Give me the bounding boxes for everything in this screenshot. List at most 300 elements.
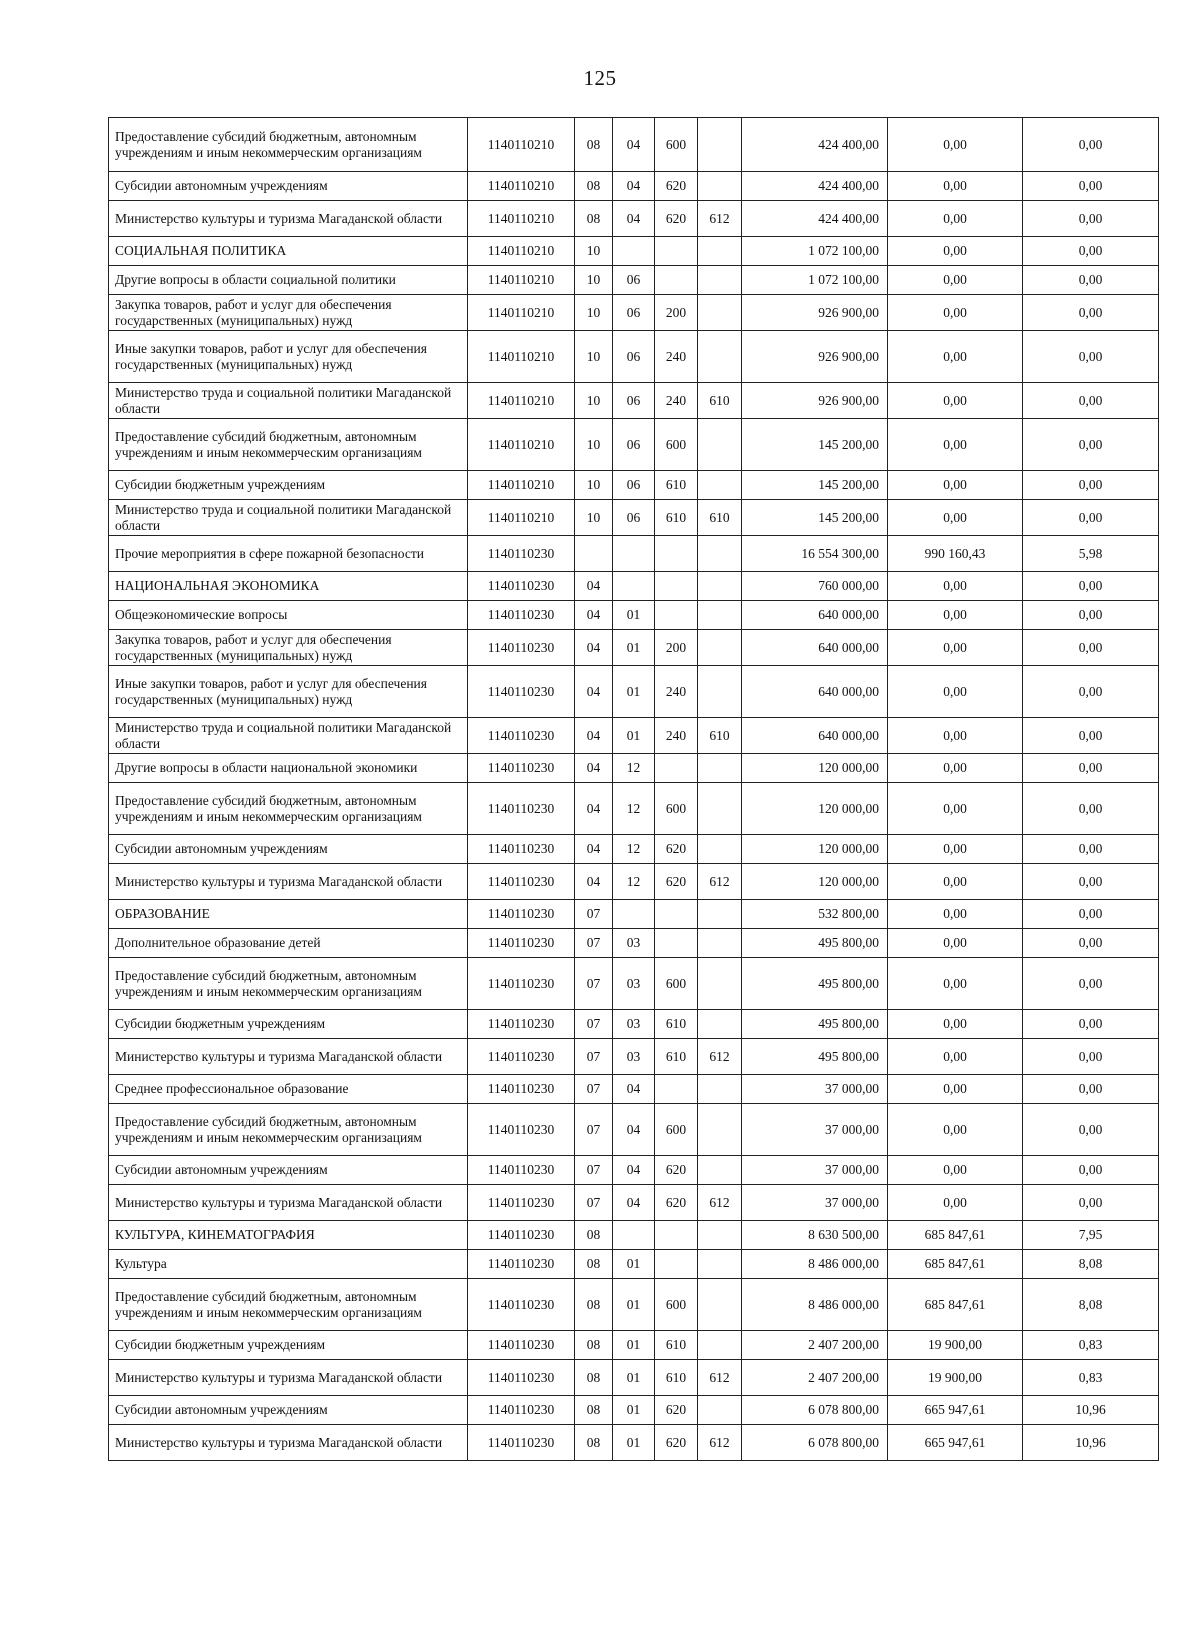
cell-fact: 0,00	[888, 1010, 1023, 1039]
cell-rz: 04	[575, 864, 613, 900]
cell-pct: 0,00	[1023, 601, 1159, 630]
cell-rz: 07	[575, 1156, 613, 1185]
table-row	[109, 1185, 1159, 1221]
table-row	[109, 172, 1159, 201]
cell-vr	[655, 1075, 698, 1104]
cell-pct: 0,00	[1023, 666, 1159, 718]
cell-fact: 0,00	[888, 601, 1023, 630]
table-body	[109, 118, 1159, 1461]
cell-pct: 0,83	[1023, 1331, 1159, 1360]
cell-plan: 120 000,00	[742, 754, 888, 783]
cell-plan: 1 072 100,00	[742, 266, 888, 295]
cell-grbs	[698, 172, 742, 201]
cell-pr	[613, 536, 655, 572]
cell-pct: 0,00	[1023, 331, 1159, 383]
table-row	[109, 1039, 1159, 1075]
cell-csr: 1140110230	[468, 900, 575, 929]
cell-grbs	[698, 835, 742, 864]
cell-vr: 200	[655, 630, 698, 666]
cell-plan: 495 800,00	[742, 1039, 888, 1075]
cell-pr: 06	[613, 331, 655, 383]
cell-rz: 07	[575, 929, 613, 958]
cell-grbs	[698, 958, 742, 1010]
cell-vr: 600	[655, 958, 698, 1010]
cell-csr: 1140110230	[468, 718, 575, 754]
cell-pr	[613, 900, 655, 929]
cell-csr: 1140110230	[468, 1396, 575, 1425]
cell-vr: 610	[655, 471, 698, 500]
cell-pct: 5,98	[1023, 536, 1159, 572]
cell-grbs	[698, 237, 742, 266]
cell-rz: 04	[575, 601, 613, 630]
table-row	[109, 201, 1159, 237]
cell-name: Министерство труда и социальной политики Магаданской области	[109, 718, 468, 754]
cell-rz: 07	[575, 1039, 613, 1075]
cell-vr: 240	[655, 383, 698, 419]
cell-rz: 10	[575, 471, 613, 500]
cell-grbs	[698, 601, 742, 630]
cell-plan: 424 400,00	[742, 201, 888, 237]
table-row	[109, 331, 1159, 383]
cell-csr: 1140110230	[468, 1425, 575, 1461]
table-row	[109, 864, 1159, 900]
cell-name: Закупка товаров, работ и услуг для обеспечения государственных (муниципальных) нужд	[109, 630, 468, 666]
cell-fact: 0,00	[888, 237, 1023, 266]
cell-pct: 0,00	[1023, 295, 1159, 331]
cell-pr: 04	[613, 1075, 655, 1104]
cell-rz: 07	[575, 958, 613, 1010]
cell-name: Иные закупки товаров, работ и услуг для обеспечения государственных (муниципальных) нужд	[109, 666, 468, 718]
cell-plan: 120 000,00	[742, 783, 888, 835]
table-row	[109, 900, 1159, 929]
cell-vr	[655, 237, 698, 266]
cell-fact: 0,00	[888, 666, 1023, 718]
cell-name: Предоставление субсидий бюджетным, автономным учреждениям и иным некоммерческим организациям	[109, 1104, 468, 1156]
cell-csr: 1140110230	[468, 630, 575, 666]
table-row	[109, 237, 1159, 266]
cell-grbs	[698, 331, 742, 383]
cell-vr: 600	[655, 1279, 698, 1331]
cell-name: Субсидии автономным учреждениям	[109, 172, 468, 201]
cell-fact: 0,00	[888, 172, 1023, 201]
cell-grbs	[698, 1156, 742, 1185]
cell-pr: 12	[613, 754, 655, 783]
cell-grbs	[698, 929, 742, 958]
cell-rz: 07	[575, 1104, 613, 1156]
cell-name: Иные закупки товаров, работ и услуг для обеспечения государственных (муниципальных) нужд	[109, 331, 468, 383]
cell-csr: 1140110230	[468, 929, 575, 958]
cell-vr: 600	[655, 1104, 698, 1156]
cell-pct: 7,95	[1023, 1221, 1159, 1250]
cell-grbs	[698, 1221, 742, 1250]
cell-name: Прочие мероприятия в сфере пожарной безопасности	[109, 536, 468, 572]
cell-rz: 08	[575, 1425, 613, 1461]
cell-grbs	[698, 295, 742, 331]
cell-pct: 0,00	[1023, 383, 1159, 419]
cell-rz: 08	[575, 118, 613, 172]
cell-name: Министерство культуры и туризма Магаданской области	[109, 1039, 468, 1075]
cell-pr	[613, 237, 655, 266]
cell-vr	[655, 754, 698, 783]
cell-csr: 1140110230	[468, 1010, 575, 1039]
cell-vr: 240	[655, 718, 698, 754]
cell-vr: 620	[655, 1156, 698, 1185]
cell-pct: 0,00	[1023, 1010, 1159, 1039]
cell-grbs: 610	[698, 500, 742, 536]
cell-name: Среднее профессиональное образование	[109, 1075, 468, 1104]
cell-vr	[655, 1221, 698, 1250]
cell-pct: 0,00	[1023, 201, 1159, 237]
cell-pr: 06	[613, 419, 655, 471]
cell-pr: 04	[613, 1185, 655, 1221]
cell-rz	[575, 536, 613, 572]
cell-vr: 620	[655, 1425, 698, 1461]
cell-vr	[655, 900, 698, 929]
cell-fact: 990 160,43	[888, 536, 1023, 572]
cell-rz: 10	[575, 383, 613, 419]
cell-grbs: 612	[698, 1185, 742, 1221]
cell-name: Министерство культуры и туризма Магаданской области	[109, 864, 468, 900]
table-row	[109, 630, 1159, 666]
cell-plan: 926 900,00	[742, 331, 888, 383]
cell-vr: 620	[655, 1396, 698, 1425]
cell-pct: 0,00	[1023, 237, 1159, 266]
cell-name: Министерство труда и социальной политики Магаданской области	[109, 383, 468, 419]
cell-pr	[613, 572, 655, 601]
cell-fact: 0,00	[888, 471, 1023, 500]
table-row	[109, 958, 1159, 1010]
cell-pr: 03	[613, 958, 655, 1010]
cell-name: Министерство труда и социальной политики Магаданской области	[109, 500, 468, 536]
cell-grbs	[698, 630, 742, 666]
cell-name: НАЦИОНАЛЬНАЯ ЭКОНОМИКА	[109, 572, 468, 601]
cell-vr: 610	[655, 1331, 698, 1360]
cell-pr: 01	[613, 601, 655, 630]
cell-csr: 1140110210	[468, 172, 575, 201]
table-row	[109, 718, 1159, 754]
cell-fact: 19 900,00	[888, 1360, 1023, 1396]
cell-grbs	[698, 900, 742, 929]
cell-csr: 1140110210	[468, 118, 575, 172]
cell-plan: 760 000,00	[742, 572, 888, 601]
cell-rz: 04	[575, 754, 613, 783]
cell-rz: 04	[575, 835, 613, 864]
cell-csr: 1140110210	[468, 295, 575, 331]
cell-rz: 08	[575, 1331, 613, 1360]
cell-name: Министерство культуры и туризма Магаданской области	[109, 201, 468, 237]
cell-rz: 04	[575, 666, 613, 718]
cell-csr: 1140110230	[468, 1156, 575, 1185]
cell-pr: 12	[613, 783, 655, 835]
cell-grbs	[698, 1104, 742, 1156]
cell-grbs	[698, 471, 742, 500]
cell-plan: 16 554 300,00	[742, 536, 888, 572]
cell-pr: 04	[613, 172, 655, 201]
table-row	[109, 1396, 1159, 1425]
cell-plan: 8 486 000,00	[742, 1279, 888, 1331]
cell-fact: 0,00	[888, 1104, 1023, 1156]
cell-pct: 8,08	[1023, 1250, 1159, 1279]
table-row	[109, 1279, 1159, 1331]
cell-name: Предоставление субсидий бюджетным, автономным учреждениям и иным некоммерческим организациям	[109, 1279, 468, 1331]
cell-name: Предоставление субсидий бюджетным, автономным учреждениям и иным некоммерческим организациям	[109, 783, 468, 835]
cell-plan: 120 000,00	[742, 835, 888, 864]
table-row	[109, 601, 1159, 630]
cell-plan: 495 800,00	[742, 1010, 888, 1039]
cell-name: Субсидии бюджетным учреждениям	[109, 1010, 468, 1039]
cell-grbs: 612	[698, 1039, 742, 1075]
cell-pct: 10,96	[1023, 1396, 1159, 1425]
cell-fact: 0,00	[888, 1156, 1023, 1185]
cell-plan: 640 000,00	[742, 666, 888, 718]
cell-fact: 0,00	[888, 201, 1023, 237]
cell-vr: 610	[655, 500, 698, 536]
cell-csr: 1140110230	[468, 572, 575, 601]
table-row	[109, 835, 1159, 864]
cell-name: Закупка товаров, работ и услуг для обеспечения государственных (муниципальных) нужд	[109, 295, 468, 331]
cell-rz: 04	[575, 630, 613, 666]
cell-plan: 120 000,00	[742, 864, 888, 900]
cell-name: Субсидии бюджетным учреждениям	[109, 471, 468, 500]
cell-fact: 0,00	[888, 419, 1023, 471]
cell-fact: 0,00	[888, 718, 1023, 754]
cell-name: Предоставление субсидий бюджетным, автономным учреждениям и иным некоммерческим организациям	[109, 118, 468, 172]
cell-vr	[655, 266, 698, 295]
cell-pct: 8,08	[1023, 1279, 1159, 1331]
cell-plan: 37 000,00	[742, 1104, 888, 1156]
cell-grbs	[698, 754, 742, 783]
cell-plan: 8 486 000,00	[742, 1250, 888, 1279]
cell-vr: 600	[655, 419, 698, 471]
cell-vr	[655, 929, 698, 958]
cell-grbs	[698, 1331, 742, 1360]
cell-pr: 04	[613, 118, 655, 172]
cell-plan: 145 200,00	[742, 500, 888, 536]
table-row	[109, 754, 1159, 783]
cell-name: Культура	[109, 1250, 468, 1279]
cell-plan: 2 407 200,00	[742, 1331, 888, 1360]
cell-pr: 06	[613, 295, 655, 331]
cell-name: Субсидии бюджетным учреждениям	[109, 1331, 468, 1360]
cell-plan: 926 900,00	[742, 295, 888, 331]
cell-name: Министерство культуры и туризма Магаданской области	[109, 1185, 468, 1221]
cell-grbs: 610	[698, 383, 742, 419]
cell-csr: 1140110210	[468, 500, 575, 536]
table-row	[109, 536, 1159, 572]
cell-name: Субсидии автономным учреждениям	[109, 835, 468, 864]
cell-plan: 2 407 200,00	[742, 1360, 888, 1396]
cell-plan: 6 078 800,00	[742, 1396, 888, 1425]
cell-rz: 04	[575, 718, 613, 754]
cell-name: ОБРАЗОВАНИЕ	[109, 900, 468, 929]
cell-fact: 0,00	[888, 500, 1023, 536]
cell-fact: 0,00	[888, 958, 1023, 1010]
cell-pct: 0,00	[1023, 1185, 1159, 1221]
cell-fact: 0,00	[888, 118, 1023, 172]
cell-rz: 10	[575, 237, 613, 266]
cell-pr: 04	[613, 1156, 655, 1185]
cell-fact: 0,00	[888, 783, 1023, 835]
cell-grbs	[698, 1396, 742, 1425]
cell-plan: 6 078 800,00	[742, 1425, 888, 1461]
cell-csr: 1140110210	[468, 383, 575, 419]
cell-plan: 37 000,00	[742, 1075, 888, 1104]
cell-grbs	[698, 419, 742, 471]
cell-vr	[655, 572, 698, 601]
cell-grbs	[698, 1075, 742, 1104]
table-row	[109, 1331, 1159, 1360]
cell-pct: 0,00	[1023, 1075, 1159, 1104]
cell-fact: 0,00	[888, 929, 1023, 958]
cell-pr: 06	[613, 383, 655, 419]
cell-vr: 610	[655, 1360, 698, 1396]
cell-grbs: 612	[698, 1425, 742, 1461]
cell-pct: 0,00	[1023, 266, 1159, 295]
cell-grbs	[698, 1010, 742, 1039]
cell-csr: 1140110230	[468, 958, 575, 1010]
cell-pr: 01	[613, 1279, 655, 1331]
cell-plan: 37 000,00	[742, 1185, 888, 1221]
cell-plan: 145 200,00	[742, 471, 888, 500]
table-row	[109, 1075, 1159, 1104]
cell-pct: 0,00	[1023, 958, 1159, 1010]
cell-fact: 685 847,61	[888, 1250, 1023, 1279]
cell-name: Дополнительное образование детей	[109, 929, 468, 958]
cell-pr: 01	[613, 718, 655, 754]
cell-vr: 620	[655, 201, 698, 237]
cell-csr: 1140110230	[468, 1104, 575, 1156]
cell-csr: 1140110230	[468, 783, 575, 835]
cell-pct: 0,00	[1023, 572, 1159, 601]
cell-pct: 0,00	[1023, 783, 1159, 835]
cell-csr: 1140110210	[468, 201, 575, 237]
cell-pct: 0,00	[1023, 754, 1159, 783]
cell-csr: 1140110230	[468, 754, 575, 783]
cell-pct: 0,00	[1023, 835, 1159, 864]
cell-rz: 07	[575, 900, 613, 929]
table-row	[109, 666, 1159, 718]
cell-name: Субсидии автономным учреждениям	[109, 1156, 468, 1185]
cell-fact: 665 947,61	[888, 1425, 1023, 1461]
cell-pct: 0,00	[1023, 1104, 1159, 1156]
cell-name: Предоставление субсидий бюджетным, автономным учреждениям и иным некоммерческим организациям	[109, 419, 468, 471]
table-row	[109, 266, 1159, 295]
cell-csr: 1140110230	[468, 1279, 575, 1331]
cell-fact: 0,00	[888, 1039, 1023, 1075]
cell-pr: 01	[613, 666, 655, 718]
cell-name: Другие вопросы в области социальной политики	[109, 266, 468, 295]
cell-rz: 07	[575, 1075, 613, 1104]
cell-pr: 01	[613, 1331, 655, 1360]
cell-csr: 1140110230	[468, 1250, 575, 1279]
cell-pct: 0,00	[1023, 718, 1159, 754]
cell-grbs: 610	[698, 718, 742, 754]
cell-rz: 10	[575, 331, 613, 383]
cell-csr: 1140110230	[468, 666, 575, 718]
cell-fact: 0,00	[888, 835, 1023, 864]
cell-pct: 0,00	[1023, 929, 1159, 958]
cell-pr: 04	[613, 1104, 655, 1156]
cell-grbs	[698, 783, 742, 835]
page-number: 125	[583, 66, 617, 90]
cell-rz: 08	[575, 1250, 613, 1279]
cell-csr: 1140110230	[468, 835, 575, 864]
cell-plan: 37 000,00	[742, 1156, 888, 1185]
cell-pr: 03	[613, 929, 655, 958]
cell-fact: 19 900,00	[888, 1331, 1023, 1360]
table-row	[109, 471, 1159, 500]
cell-fact: 0,00	[888, 331, 1023, 383]
cell-name: Министерство культуры и туризма Магаданской области	[109, 1360, 468, 1396]
cell-plan: 1 072 100,00	[742, 237, 888, 266]
cell-rz: 10	[575, 500, 613, 536]
cell-pct: 0,00	[1023, 1039, 1159, 1075]
cell-fact: 0,00	[888, 295, 1023, 331]
table-row	[109, 500, 1159, 536]
cell-csr: 1140110230	[468, 601, 575, 630]
cell-vr: 240	[655, 666, 698, 718]
cell-pr: 01	[613, 1250, 655, 1279]
cell-pr: 01	[613, 1396, 655, 1425]
cell-grbs	[698, 666, 742, 718]
cell-fact: 0,00	[888, 864, 1023, 900]
cell-pr: 01	[613, 630, 655, 666]
cell-plan: 495 800,00	[742, 929, 888, 958]
table-row	[109, 572, 1159, 601]
cell-fact: 0,00	[888, 1185, 1023, 1221]
cell-vr: 610	[655, 1039, 698, 1075]
cell-vr	[655, 1250, 698, 1279]
cell-vr: 620	[655, 1185, 698, 1221]
cell-plan: 424 400,00	[742, 118, 888, 172]
cell-csr: 1140110230	[468, 1360, 575, 1396]
cell-pct: 0,00	[1023, 419, 1159, 471]
table-row	[109, 1104, 1159, 1156]
cell-pct: 0,00	[1023, 900, 1159, 929]
cell-fact: 0,00	[888, 266, 1023, 295]
cell-csr: 1140110210	[468, 419, 575, 471]
cell-fact: 0,00	[888, 754, 1023, 783]
cell-vr: 620	[655, 172, 698, 201]
cell-vr: 600	[655, 118, 698, 172]
table-row	[109, 1156, 1159, 1185]
cell-vr: 240	[655, 331, 698, 383]
cell-rz: 08	[575, 1396, 613, 1425]
cell-pct: 0,00	[1023, 172, 1159, 201]
cell-vr: 600	[655, 783, 698, 835]
cell-rz: 04	[575, 783, 613, 835]
cell-pr: 12	[613, 864, 655, 900]
cell-grbs	[698, 1279, 742, 1331]
cell-pct: 0,00	[1023, 1156, 1159, 1185]
cell-plan: 532 800,00	[742, 900, 888, 929]
cell-csr: 1140110210	[468, 237, 575, 266]
cell-pr: 12	[613, 835, 655, 864]
cell-plan: 640 000,00	[742, 718, 888, 754]
cell-pr: 03	[613, 1010, 655, 1039]
cell-rz: 04	[575, 572, 613, 601]
cell-grbs	[698, 1250, 742, 1279]
cell-fact: 0,00	[888, 383, 1023, 419]
cell-grbs: 612	[698, 1360, 742, 1396]
cell-rz: 10	[575, 419, 613, 471]
table-row	[109, 419, 1159, 471]
cell-fact: 685 847,61	[888, 1279, 1023, 1331]
cell-vr: 200	[655, 295, 698, 331]
cell-plan: 640 000,00	[742, 601, 888, 630]
cell-rz: 10	[575, 295, 613, 331]
cell-grbs	[698, 266, 742, 295]
